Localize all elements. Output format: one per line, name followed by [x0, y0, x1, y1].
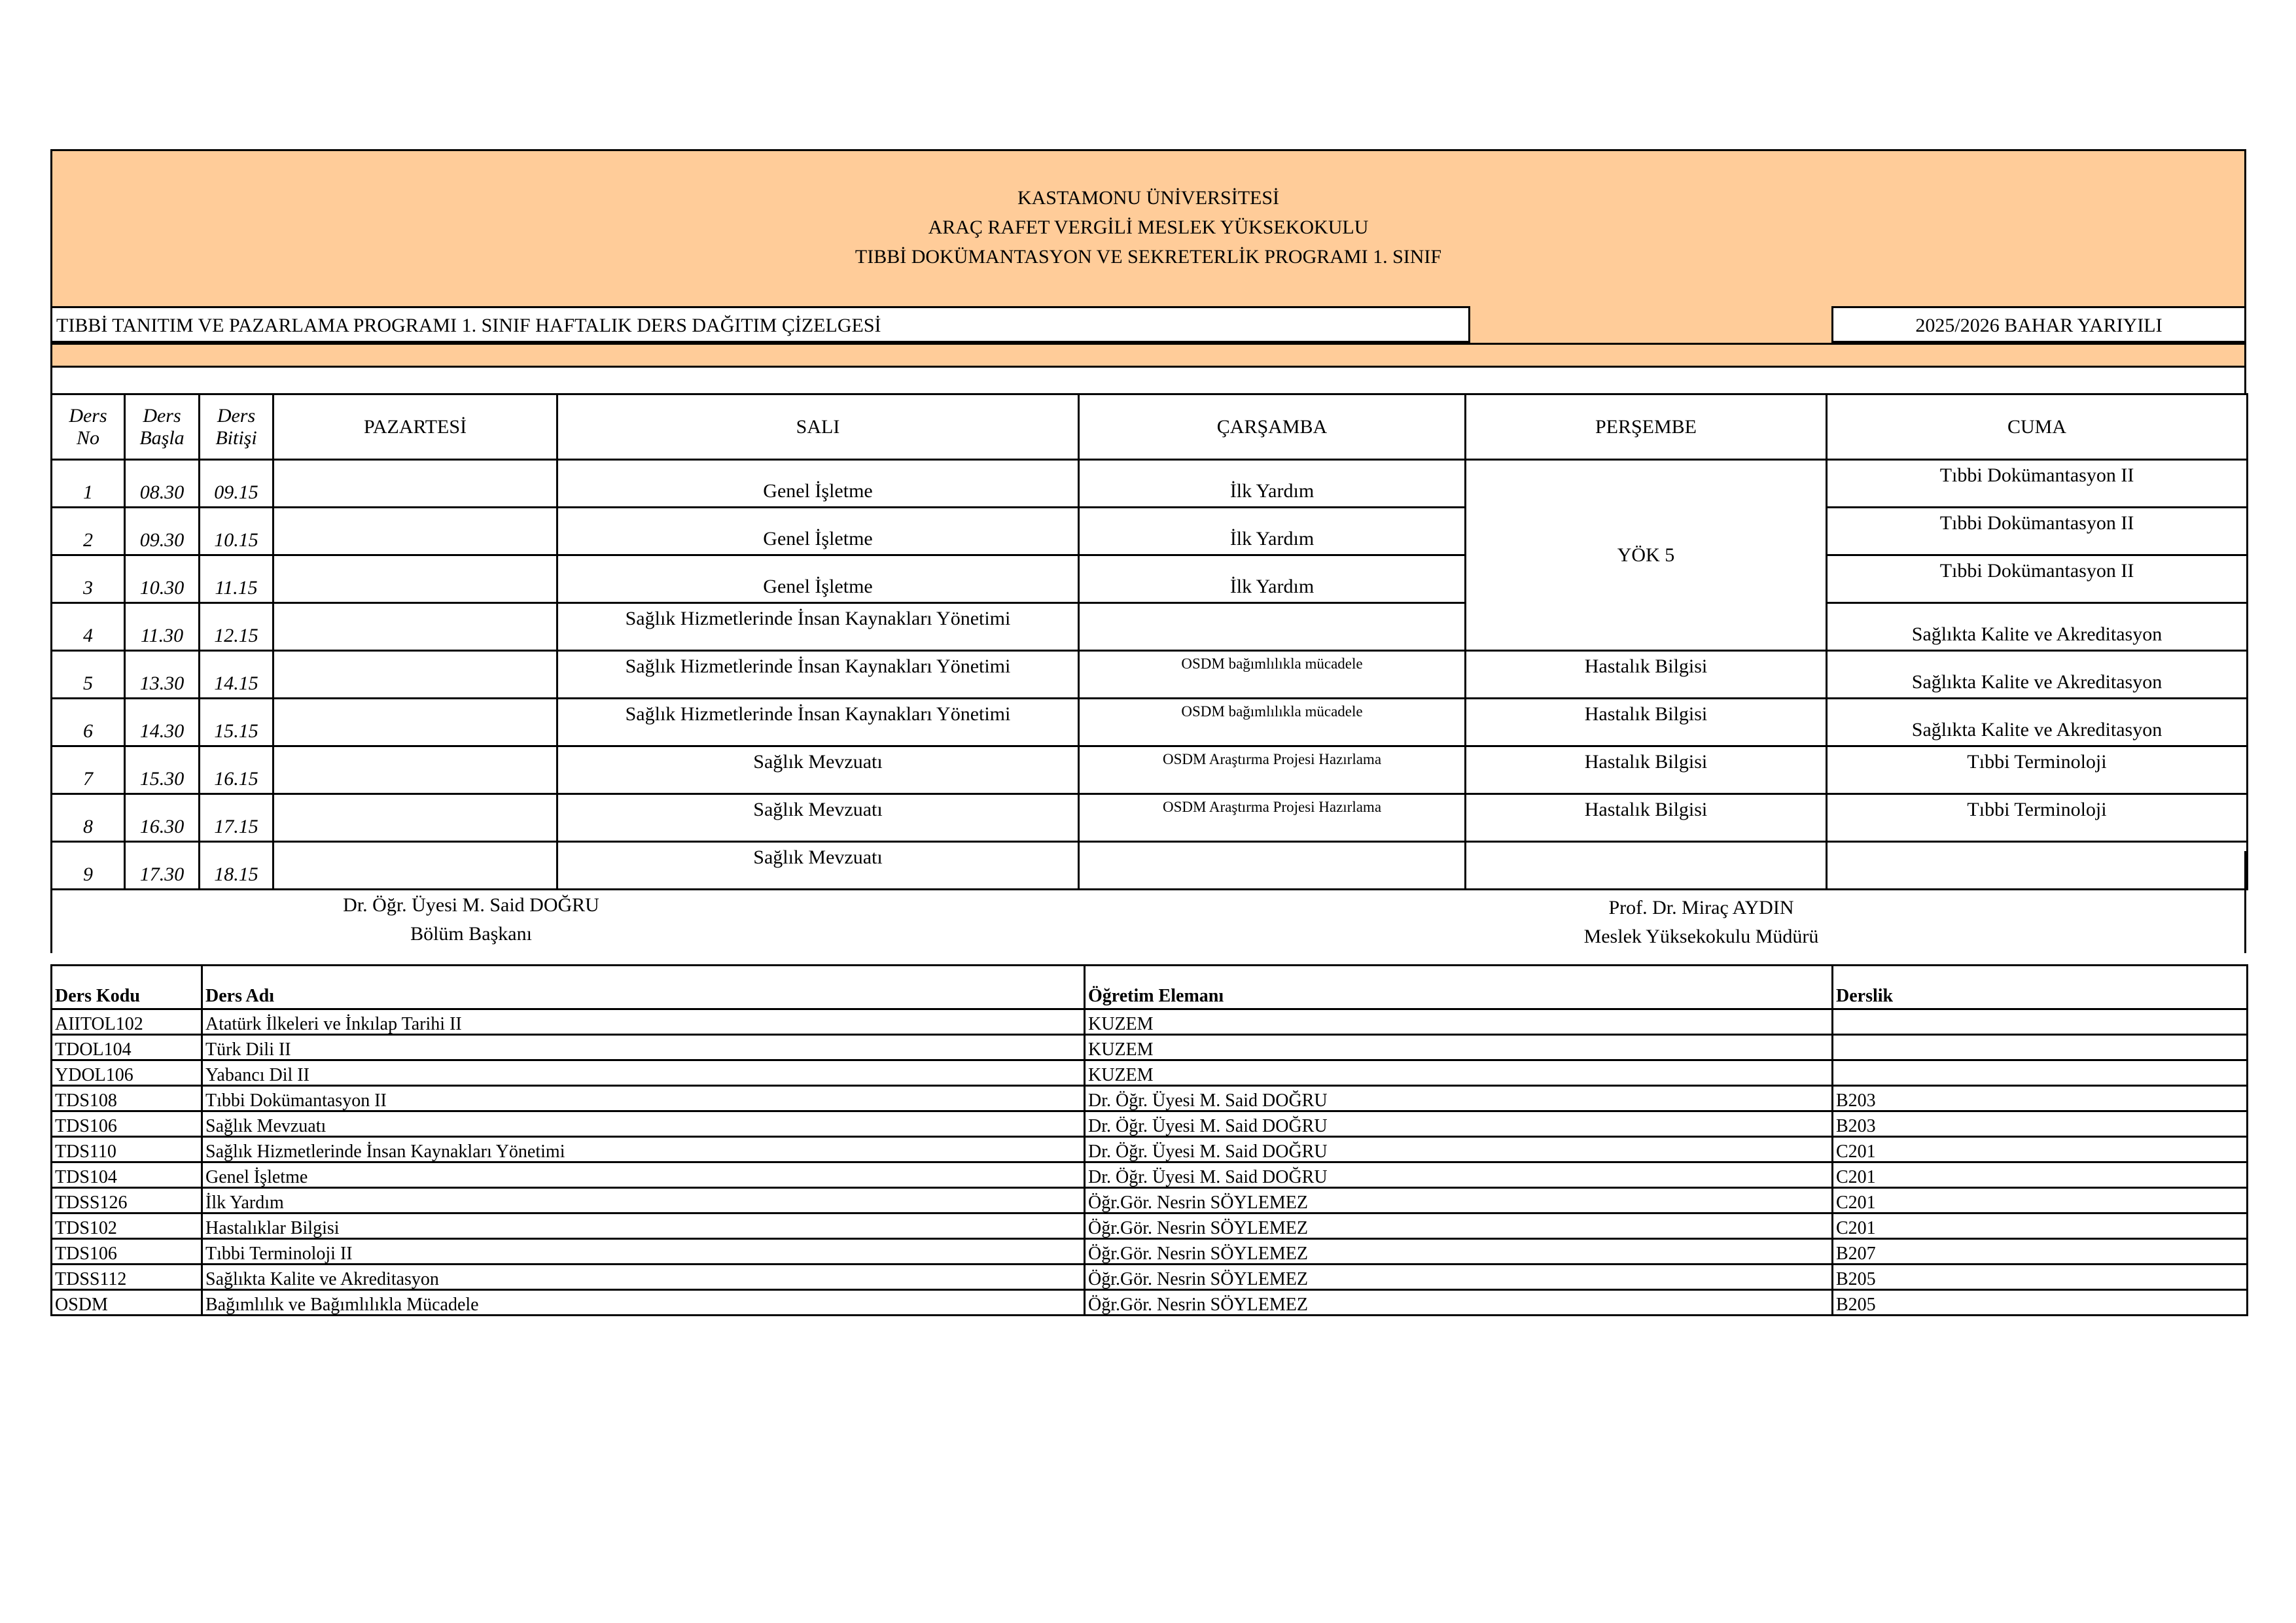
course-classroom: C201 — [1833, 1213, 2248, 1239]
lesson-start: 11.30 — [125, 603, 200, 651]
schedule-row — [52, 460, 2248, 508]
lesson-end: 11.15 — [200, 555, 274, 603]
course-row — [52, 1086, 2248, 1111]
wednesday-cell — [1079, 603, 1466, 651]
schedule-row — [52, 746, 2248, 794]
thursday-cell: Hastalık Bilgisi — [1466, 651, 1827, 699]
semester-label: 2025/2026 BAHAR YARIYILI — [1831, 306, 2246, 343]
course-classroom: B203 — [1833, 1111, 2248, 1137]
course-name: Atatürk İlkeleri ve İnkılap Tarihi II — [202, 1009, 1085, 1035]
schedule-header-row — [52, 394, 2248, 460]
course-instructor: Öğr.Gör. Nesrin SÖYLEMEZ — [1085, 1265, 1833, 1290]
friday-cell: Tıbbi Terminoloji — [1827, 794, 2248, 842]
lesson-no: 6 — [52, 699, 125, 746]
course-name: Sağlıkta Kalite ve Akreditasyon — [202, 1265, 1085, 1290]
course-classroom: B205 — [1833, 1290, 2248, 1316]
course-code-header: Ders Kodu — [52, 966, 202, 1009]
schedule-row — [52, 508, 2248, 555]
course-row — [52, 1009, 2248, 1035]
schedule-title: TIBBİ TANITIM VE PAZARLAMA PROGRAMI 1. SINIF HAFTALIK DERS DAĞITIM ÇİZELGESİ — [50, 306, 1470, 343]
thursday-cell: Hastalık Bilgisi — [1466, 794, 1827, 842]
schedule-row — [52, 699, 2248, 746]
lesson-no: 4 — [52, 603, 125, 651]
monday-cell — [274, 746, 557, 794]
course-row — [52, 1035, 2248, 1060]
tuesday-cell: Sağlık Hizmetlerinde İnsan Kaynakları Yönetimi — [557, 603, 1079, 651]
course-classroom — [1833, 1060, 2248, 1086]
course-classroom: B203 — [1833, 1086, 2248, 1111]
day-header-tuesday: SALI — [557, 394, 1079, 460]
lesson-no: 1 — [52, 460, 125, 508]
weekly-schedule-table — [50, 393, 2248, 890]
tuesday-cell: Genel İşletme — [557, 460, 1079, 508]
lesson-start: 13.30 — [125, 651, 200, 699]
lesson-start: 09.30 — [125, 508, 200, 555]
course-instructor: Öğr.Gör. Nesrin SÖYLEMEZ — [1085, 1239, 1833, 1265]
course-row — [52, 1239, 2248, 1265]
header-divider — [52, 343, 2244, 345]
wednesday-cell: İlk Yardım — [1079, 555, 1466, 603]
lesson-no: 7 — [52, 746, 125, 794]
wednesday-cell: OSDM Araştırma Projesi Hazırlama — [1079, 794, 1466, 842]
friday-cell: Sağlıkta Kalite ve Akreditasyon — [1827, 651, 2248, 699]
monday-cell — [274, 603, 557, 651]
course-name: Hastalıklar Bilgisi — [202, 1213, 1085, 1239]
lesson-end: 12.15 — [200, 603, 274, 651]
lesson-start: 08.30 — [125, 460, 200, 508]
department-head-title: Bölüm Başkanı — [410, 923, 532, 945]
course-row — [52, 1290, 2248, 1316]
course-name: Tıbbi Terminoloji II — [202, 1239, 1085, 1265]
program-name: TIBBİ DOKÜMANTASYON VE SEKRETERLİK PROGRAMI 1. SINIF — [855, 246, 1442, 268]
department-head-name: Dr. Öğr. Üyesi M. Said DOĞRU — [343, 894, 599, 916]
course-instructor: Öğr.Gör. Nesrin SÖYLEMEZ — [1085, 1188, 1833, 1213]
course-code: TDSS126 — [52, 1188, 202, 1213]
spacer-row — [50, 368, 2246, 393]
course-code: TDS108 — [52, 1086, 202, 1111]
course-instructor: KUZEM — [1085, 1035, 1833, 1060]
course-row — [52, 1060, 2248, 1086]
signature-area — [50, 851, 2246, 953]
friday-cell: Tıbbi Dokümantasyon II — [1827, 555, 2248, 603]
course-instructor: KUZEM — [1085, 1060, 1833, 1086]
lesson-no: 3 — [52, 555, 125, 603]
course-instructor: Öğr.Gör. Nesrin SÖYLEMEZ — [1085, 1290, 1833, 1316]
course-name: İlk Yardım — [202, 1188, 1085, 1213]
friday-cell: Tıbbi Dokümantasyon II — [1827, 460, 2248, 508]
schedule-row — [52, 555, 2248, 603]
course-classroom: B205 — [1833, 1265, 2248, 1290]
lesson-start: 10.30 — [125, 555, 200, 603]
tuesday-cell: Sağlık Mevzuatı — [557, 842, 1079, 890]
schedule-row — [52, 603, 2248, 651]
director-title: Meslek Yüksekokulu Müdürü — [1583, 926, 1819, 947]
course-code: TDSS112 — [52, 1265, 202, 1290]
course-code: TDOL104 — [52, 1035, 202, 1060]
course-instructor: Dr. Öğr. Üyesi M. Said DOĞRU — [1085, 1086, 1833, 1111]
course-code: TDS104 — [52, 1162, 202, 1188]
lesson-start: 15.30 — [125, 746, 200, 794]
course-code: TDS110 — [52, 1137, 202, 1162]
lesson-no: 9 — [52, 842, 125, 890]
tuesday-cell: Genel İşletme — [557, 508, 1079, 555]
course-code: OSDM — [52, 1290, 202, 1316]
lesson-no: 8 — [52, 794, 125, 842]
schedule-row — [52, 794, 2248, 842]
course-name: Yabancı Dil II — [202, 1060, 1085, 1086]
lesson-start-header: Ders Başla — [125, 394, 200, 460]
course-row — [52, 1137, 2248, 1162]
course-instructor: Dr. Öğr. Üyesi M. Said DOĞRU — [1085, 1137, 1833, 1162]
course-instructor: Dr. Öğr. Üyesi M. Said DOĞRU — [1085, 1162, 1833, 1188]
course-classroom: C201 — [1833, 1162, 2248, 1188]
course-row — [52, 1213, 2248, 1239]
friday-cell: Sağlıkta Kalite ve Akreditasyon — [1827, 603, 2248, 651]
lesson-end: 16.15 — [200, 746, 274, 794]
tuesday-cell: Sağlık Mevzuatı — [557, 746, 1079, 794]
friday-cell: Sağlıkta Kalite ve Akreditasyon — [1827, 699, 2248, 746]
monday-cell — [274, 651, 557, 699]
lesson-start: 14.30 — [125, 699, 200, 746]
lesson-end: 17.15 — [200, 794, 274, 842]
lesson-no-header: Ders No — [52, 394, 125, 460]
course-classroom — [1833, 1009, 2248, 1035]
day-header-friday: CUMA — [1827, 394, 2248, 460]
course-header-row — [52, 966, 2248, 1009]
course-name: Sağlık Hizmetlerinde İnsan Kaynakları Yönetimi — [202, 1137, 1085, 1162]
course-code: TDS106 — [52, 1111, 202, 1137]
schedule-row — [52, 651, 2248, 699]
thursday-cell: Hastalık Bilgisi — [1466, 746, 1827, 794]
course-name-header: Ders Adı — [202, 966, 1085, 1009]
course-code: YDOL106 — [52, 1060, 202, 1086]
monday-cell — [274, 794, 557, 842]
course-name: Sağlık Mevzuatı — [202, 1111, 1085, 1137]
course-code: TDS102 — [52, 1213, 202, 1239]
monday-cell — [274, 555, 557, 603]
monday-cell — [274, 508, 557, 555]
course-instructor: KUZEM — [1085, 1009, 1833, 1035]
day-header-monday: PAZARTESİ — [274, 394, 557, 460]
course-name: Genel İşletme — [202, 1162, 1085, 1188]
lesson-start: 16.30 — [125, 794, 200, 842]
lesson-end: 14.15 — [200, 651, 274, 699]
lesson-end: 10.15 — [200, 508, 274, 555]
course-classroom: C201 — [1833, 1188, 2248, 1213]
course-row — [52, 1188, 2248, 1213]
tuesday-cell: Sağlık Mevzuatı — [557, 794, 1079, 842]
lesson-start: 17.30 — [125, 842, 200, 890]
wednesday-cell: İlk Yardım — [1079, 460, 1466, 508]
course-classroom — [1833, 1035, 2248, 1060]
lesson-end: 18.15 — [200, 842, 274, 890]
course-classroom: B207 — [1833, 1239, 2248, 1265]
day-header-wednesday: ÇARŞAMBA — [1079, 394, 1466, 460]
course-list-table — [50, 964, 2248, 1316]
course-name: Türk Dili II — [202, 1035, 1085, 1060]
course-row — [52, 1111, 2248, 1137]
course-instructor: Dr. Öğr. Üyesi M. Said DOĞRU — [1085, 1111, 1833, 1137]
course-name: Bağımlılık ve Bağımlılıkla Mücadele — [202, 1290, 1085, 1316]
university-name: KASTAMONU ÜNİVERSİTESİ — [1017, 187, 1280, 209]
wednesday-cell: OSDM bağımlılıkla mücadele — [1079, 651, 1466, 699]
thursday-merged-cell: YÖK 5 — [1466, 460, 1827, 651]
monday-cell — [274, 460, 557, 508]
course-row — [52, 1162, 2248, 1188]
course-classroom: C201 — [1833, 1137, 2248, 1162]
lesson-end-header: Ders Bitişi — [200, 394, 274, 460]
instructor-header: Öğretim Elemanı — [1085, 966, 1833, 1009]
director-name: Prof. Dr. Miraç AYDIN — [1608, 897, 1794, 918]
wednesday-cell: OSDM Araştırma Projesi Hazırlama — [1079, 746, 1466, 794]
department-head-signature — [242, 891, 700, 949]
director-signature — [1472, 894, 1930, 951]
lesson-end: 15.15 — [200, 699, 274, 746]
monday-cell — [274, 699, 557, 746]
friday-cell: Tıbbi Terminoloji — [1827, 746, 2248, 794]
course-code: AIITOL102 — [52, 1009, 202, 1035]
school-name: ARAÇ RAFET VERGİLİ MESLEK YÜKSEKOKULU — [928, 217, 1369, 238]
lesson-end: 09.15 — [200, 460, 274, 508]
tuesday-cell: Sağlık Hizmetlerinde İnsan Kaynakları Yönetimi — [557, 651, 1079, 699]
tuesday-cell: Genel İşletme — [557, 555, 1079, 603]
wednesday-cell: İlk Yardım — [1079, 508, 1466, 555]
friday-cell: Tıbbi Dokümantasyon II — [1827, 508, 2248, 555]
tuesday-cell: Sağlık Hizmetlerinde İnsan Kaynakları Yönetimi — [557, 699, 1079, 746]
course-code: TDS106 — [52, 1239, 202, 1265]
classroom-header: Derslik — [1833, 966, 2248, 1009]
wednesday-cell: OSDM bağımlılıkla mücadele — [1079, 699, 1466, 746]
course-instructor: Öğr.Gör. Nesrin SÖYLEMEZ — [1085, 1213, 1833, 1239]
lesson-no: 5 — [52, 651, 125, 699]
day-header-thursday: PERŞEMBE — [1466, 394, 1827, 460]
course-row — [52, 1265, 2248, 1290]
course-name: Tıbbi Dokümantasyon II — [202, 1086, 1085, 1111]
thursday-cell: Hastalık Bilgisi — [1466, 699, 1827, 746]
lesson-no: 2 — [52, 508, 125, 555]
